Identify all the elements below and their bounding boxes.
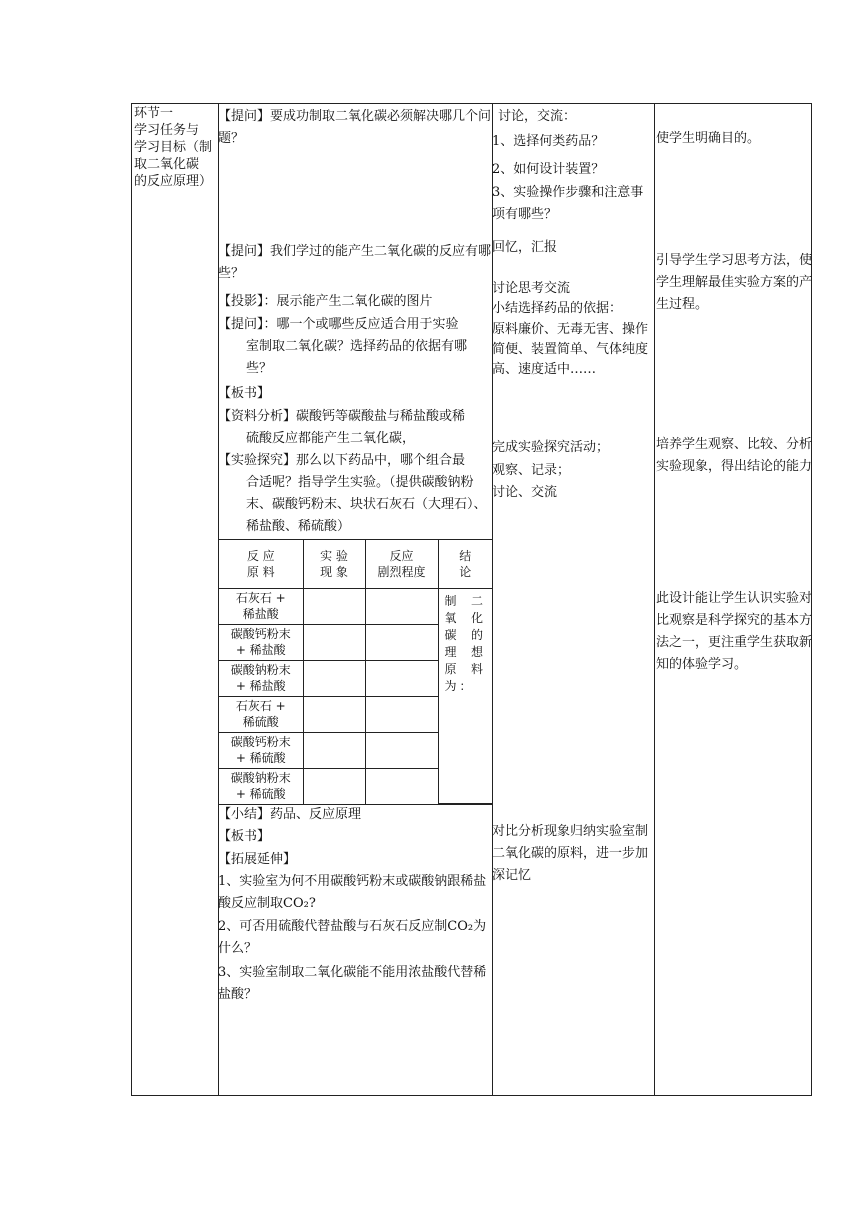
stage-line: 学习目标（制	[134, 140, 213, 155]
summary-note: 【小结】药品、反应原理	[218, 807, 362, 822]
phenomenon-cell	[303, 768, 365, 804]
issue-2: 2、如何设计装置？	[492, 162, 605, 177]
material-analysis-lead: 【资料分析】碳酸钙等碳酸盐与稀盐酸或稀	[218, 409, 466, 424]
stage-line: 环节一	[134, 106, 174, 121]
stage-cell	[132, 105, 218, 190]
column-divider	[654, 104, 655, 1095]
material-cell: 石灰石 + 稀硫酸	[219, 696, 303, 732]
phenomenon-cell	[303, 588, 365, 624]
intensity-cell	[365, 732, 438, 768]
phenomenon-cell	[303, 732, 365, 768]
material-cell: 碳酸钙粉末 + 稀盐酸	[219, 624, 303, 660]
discuss-heading: 讨论，交流：	[498, 109, 577, 124]
intensity-cell	[365, 588, 438, 624]
extension-question-3: 3、实验室制取二氧化碳能不能用浓盐酸代替稀盐酸？	[218, 965, 487, 1002]
issue-1: 1、选择何类药品？	[492, 134, 605, 149]
extension-heading: 【拓展延伸】	[218, 852, 297, 867]
phenomenon-cell	[303, 624, 365, 660]
compare-analysis: 对比分析现象归纳实验室制二氧化碳的原料，进一步加深记忆	[492, 824, 649, 883]
stage-line: 学习任务与	[134, 123, 200, 138]
material-cell: 碳酸钠粉末 + 稀硫酸	[219, 768, 303, 804]
phenomenon-cell	[303, 696, 365, 732]
header-phenomenon: 实 验 现 象	[303, 540, 365, 588]
intensity-cell	[365, 768, 438, 804]
goal-4: 此设计能让学生认识实验对比观察是科学探究的基本方法之一，更注重学生获取新知的体验学习。	[656, 591, 813, 672]
projection-note: 【投影】：展示能产生二氧化碳的图片	[218, 294, 433, 309]
discuss-exchange: 讨论、交流	[492, 485, 558, 500]
header-conclusion: 结 论	[438, 540, 492, 588]
experiment-table	[219, 539, 492, 805]
phenomenon-cell	[303, 660, 365, 696]
goal-3: 培养学生观察、比较、分析实验现象，得出结论的能力	[656, 437, 813, 474]
question-3-rest: 室制取二氧化碳？选择药品的依据有哪些？	[246, 339, 468, 376]
recall-report: 回忆，汇报	[492, 240, 558, 255]
goal-1: 使学生明确目的。	[656, 131, 761, 146]
issue-3: 3、实验操作步骤和注意事项有哪些？	[492, 185, 644, 222]
goal-2: 引导学生学习思考方法，使学生理解最佳实验方案的产生过程。	[656, 253, 813, 312]
header-materials: 反 应 原 料	[219, 540, 303, 588]
material-analysis-rest: 硫酸反应都能产生二氧化碳，	[246, 431, 416, 446]
basis-text: 原料廉价、无毒无害、操作简便、装置简单、气体纯度高、速度适中……	[492, 322, 649, 377]
stage-line: 取二氧化碳	[134, 157, 200, 172]
stage-line: 的反应原理）	[134, 174, 213, 189]
discuss-think: 讨论思考交流	[492, 281, 571, 296]
material-cell: 碳酸钠粉末 + 稀盐酸	[219, 660, 303, 696]
intensity-cell	[365, 696, 438, 732]
header-intensity: 反应 剧烈程度	[365, 540, 438, 588]
lesson-table	[131, 103, 812, 1096]
extension-question-2: 2、可否用硫酸代替盐酸与石灰石反应制CO₂为什么？	[218, 919, 487, 956]
question-3-lead: 【提问】：哪一个或哪些反应适合用于实验	[218, 317, 459, 332]
material-cell: 石灰石 + 稀盐酸	[219, 588, 303, 624]
question-1: 【提问】要成功制取二氧化碳必须解决哪几个问题？	[218, 109, 492, 146]
complete-activity: 完成实验探究活动；	[492, 440, 610, 455]
conclusion-cell: 制二氧化碳的理想原料为：	[438, 588, 492, 804]
extension-question-1: 1、实验室为何不用碳酸钙粉末或碳酸钠跟稀盐酸反应制取CO₂?	[218, 874, 487, 911]
board-note-1: 【板书】	[218, 386, 271, 401]
observe-record: 观察、记录；	[492, 463, 571, 478]
experiment-lead: 【实验探究】那么以下药品中，哪个组合最	[218, 453, 466, 468]
question-2: 【提问】我们学过的能产生二氧化碳的反应有哪些？	[218, 244, 492, 281]
experiment-rest: 合适呢？指导学生实验。（提供碳酸钠粉末、碳酸钙粉末、块状石灰石（大理石）、稀盐酸、稀硫酸）	[246, 475, 487, 534]
intensity-cell	[365, 624, 438, 660]
intensity-cell	[365, 660, 438, 696]
board-note-2: 【板书】	[218, 829, 271, 844]
material-cell: 碳酸钙粉末 + 稀硫酸	[219, 732, 303, 768]
basis-title: 小结选择药品的依据：	[492, 301, 623, 316]
